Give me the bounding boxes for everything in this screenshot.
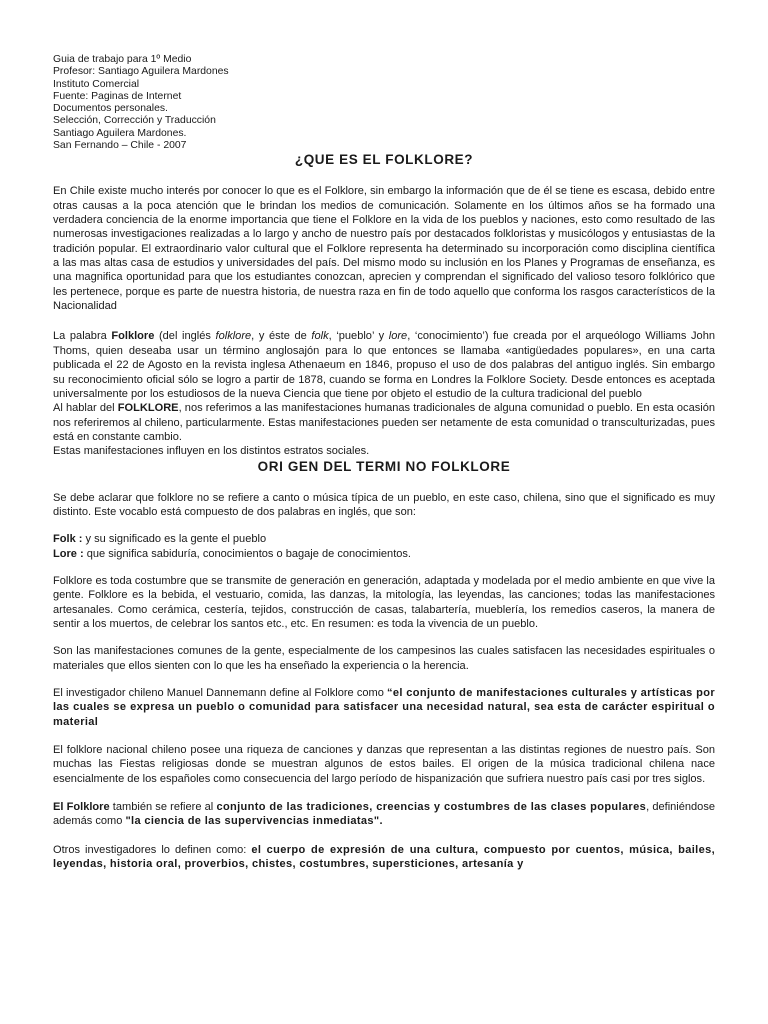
bold-quote: "la ciencia de las supervivencias inmediatas". [125, 815, 383, 828]
bold-term: Folklore [111, 330, 155, 343]
header-line: Guia de trabajo para 1º Medio [53, 54, 192, 65]
paragraph-estratos: Estas manifestaciones influyen en los distintos estratos sociales. [53, 445, 370, 458]
header-line: Santiago Aguilera Mardones. [53, 127, 187, 139]
paragraph-aclarar: Se debe aclarar que folklore no se refiere a canto o música típica de un pueblo, en este caso, chilena, sino que el significado es muy distinto. Este vocablo está compuesto de dos palabras en inglés, que son: [53, 491, 715, 518]
text: , y éste de [251, 330, 312, 343]
bold-term: Lore : [53, 547, 84, 560]
document-header [53, 54, 715, 152]
text: El investigador chileno Manuel Dannemann define al Folklore como [53, 687, 387, 699]
italic-term: folklore [215, 330, 252, 343]
header-line: Instituto Comercial [53, 78, 140, 90]
section-title-origen: ORI GEN DEL TERMI NO FOLKLORE [257, 458, 511, 474]
text: , definiéndose además como [53, 801, 715, 828]
paragraph-folklore-nacional: El folklore nacional chileno posee una riqueza de canciones y danzas que representan a las distintas regiones de nuestro país. Son muchas las Fiestas religiosas donde se muestran algunos de estos bailes. El origen de la música tradicional chilena nace esencialmente de los españoles como consecuencia del largo período de hispanización que sufriera nuestro país casi por tres siglos. [53, 744, 715, 785]
paragraph-costumbre: Folklore es toda costumbre que se transmite de generación en generación, adaptada y modelada por el medio ambiente en que vive la gente. Folklore es la bebida, el vestuario, comida, las danzas, la mitología, las leyendas, las canciones; todas las manifestaciones artesanales. Como cerámica, cestería, tejidos, construcción de casas, talabartería, mueblería, los remedios caseros, la manera de sentir a los muertos, de celebrar los santos etc., etc. En resumen: es toda la vivencia de un pueblo. [53, 574, 715, 630]
text: , nos referimos a las manifestaciones humanas tradicionales de alguna comunidad o pueblo. En esta ocasión nos referiremos al chileno, particularmente. Estas manifestaciones pueden ser netamente de esta comunidad o transculturizadas, pues está en constante cambio. [53, 402, 715, 443]
text: Otros investigadores lo definen como: [53, 843, 252, 856]
paragraph-otros-investigadores [53, 843, 715, 872]
text: y su significado es la gente el pueblo [82, 533, 267, 546]
bold-term: conjunto de las tradiciones, creencias y costumbres de las clases populares [216, 801, 647, 814]
header-line: San Fernando – Chile - 2007 [53, 140, 187, 152]
italic-term: lore [388, 330, 408, 343]
bold-term: El Folklore [53, 801, 110, 814]
section-title-que-es: ¿QUE ES EL FOLKLORE? [294, 152, 474, 168]
bold-quote: “el conjunto de manifestaciones culturales y artísticas por las cuales se expresa un pueblo o comunidad para satisfacer una necesidad natural, sea esta de carácter espiritual o material [53, 687, 716, 728]
text: La palabra [53, 330, 112, 343]
text: (del inglés [154, 330, 216, 343]
paragraph-dannemann [53, 686, 715, 729]
paragraph-hablar-folklore [53, 401, 715, 444]
text: , ‘conocimiento’) fue creada por el arqueólogo Williams John Thoms, quien deseaba usar un término anglosajón para lo que entonces se llamaba «antigüedades populares», en una carta publicada el 22 de Agosto en la revista inglesa Athenaeum en 1846, propuso el uso de dos palabras del antiguo inglés. Sin embargo su reconocimiento oficial sólo se logro a partir de 1878, cuando se forma en Londres la Folklore Society. Desde entonces es aceptada universalmente por los estudiosos de la nueva Ciencia que tiene por objeto el estudio de la cultura tradicional del pueblo [53, 330, 715, 400]
paragraph-manifestaciones: Son las manifestaciones comunes de la gente, especialmente de los campesinos las cuales satisfacen las necesidades espirituales o materiales que ellos sienten con lo que les ha enseñado la experiencia o la herencia. [53, 645, 715, 672]
text: que significa sabiduría, conocimientos o bagaje de conocimientos. [83, 547, 411, 560]
text: también se refiere al [109, 801, 217, 814]
paragraph-intro: En Chile existe mucho interés por conocer lo que es el Folklore, sin embargo la información que de él se tiene es escasa, debido entre otras causas a la poca atención que le brindan los medios de comunicación. Solamente en los últimos años se ha formado una verdadera conciencia de la enorme importancia que tiene el Folklore en la vida de los pueblos y naciones, esto como resultado de las numerosas investigaciones realizadas a lo largo y ancho de nuestro país por destacados folkloristas y musicólogos y entusiastas de la tradición popular. El extraordinario valor cultural que el Folklore representa ha determinado su incorporación como disciplina científica a las mas altas casa de estudios y universidades del país. Del mismo modo su inclusión en los Planes y Programas de enseñanza, es una magnifica oportunidad para que los estudiantes conozcan, aprecien y comprendan el significado del valioso tesoro folklórico que les pertenece, porque es parte de nuestra historia, de nuestra raza en fin de todo aquello que conforma los rasgos característicos de la Nacionalidad [53, 185, 715, 313]
header-line: Fuente: Paginas de Internet [53, 90, 182, 102]
paragraph-el-folklore [53, 800, 715, 829]
bold-term: el cuerpo de expresión de una cultura, compuesto por cuentos, música, bailes, leyendas, historia oral, proverbios, chistes, costumbres, supersticiones, artesanía y [53, 843, 715, 871]
text: , ‘pueblo’ y [328, 330, 389, 343]
header-line: Documentos personales. [53, 103, 168, 115]
definition-folk [53, 532, 715, 546]
bold-term: FOLKLORE [117, 402, 179, 415]
header-line: Selección, Corrección y Traducción [53, 115, 216, 127]
paragraph-palabra-folklore [53, 329, 715, 401]
document-page [53, 54, 715, 871]
header-line: Profesor: Santiago Aguilera Mardones [53, 66, 229, 78]
bold-term: Folk : [53, 533, 83, 546]
definition-lore [53, 547, 715, 561]
italic-term: folk [311, 330, 329, 343]
text: Al hablar del [53, 402, 118, 415]
